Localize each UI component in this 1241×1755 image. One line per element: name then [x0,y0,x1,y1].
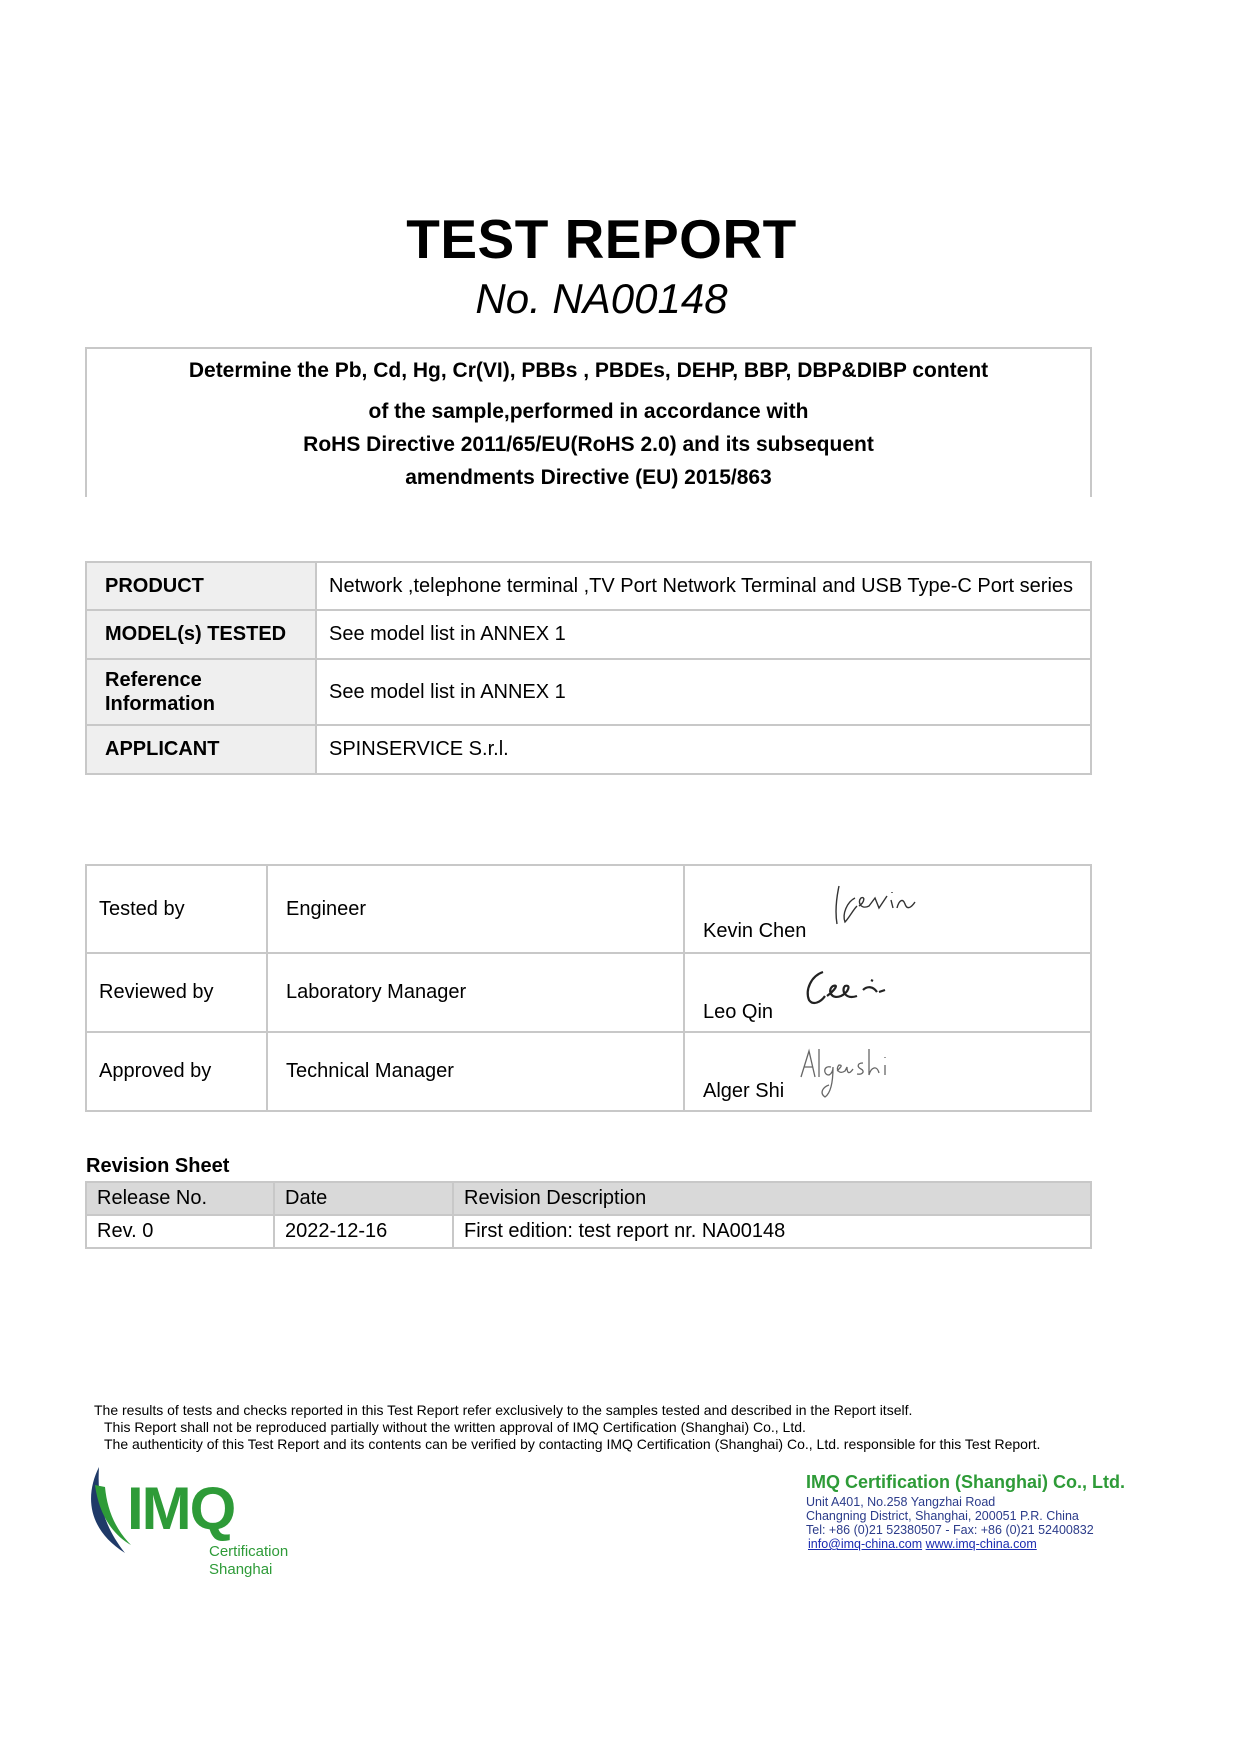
company-name: IMQ Certification (Shanghai) Co., Ltd. [806,1472,1125,1492]
report-title: TEST REPORT [406,208,797,270]
address-line: Changning District, Shanghai, 200051 P.R. China [806,1509,1079,1523]
tested-by-label: Tested by [86,865,267,953]
report-number: No. NA00148 [475,275,728,322]
signer-name: Alger Shi [703,1080,785,1102]
reference-information-label: Reference Information [86,659,316,725]
signer-name: Leo Qin [703,1001,774,1023]
date-cell: 2022-12-16 [274,1215,453,1248]
table-row [86,610,1091,659]
column-header: Date [274,1182,453,1215]
signature-table [85,864,1092,1112]
product-info-table [85,561,1092,775]
disclaimer-line: The authenticity of this Test Report and its contents can be verified by contacting IMQ Certification (Shanghai) Co., Ltd. responsible for this Test Report. [104,1436,1041,1452]
product-label: PRODUCT [86,562,316,610]
table-row [86,865,1091,953]
phone-fax: Tel: +86 (0)21 52380507 - Fax: +86 (0)21 52400832 [806,1523,1094,1537]
table-row [86,1215,1091,1248]
signature-alger-shi [797,1041,897,1103]
disclaimer-line: This Report shall not be reproduced partially without the written approval of IMQ Certification (Shanghai) Co., Ltd. [104,1419,806,1435]
website-link[interactable]: www.imq-china.com [925,1537,1037,1551]
table-header-row [86,1182,1091,1215]
logo-subtext: Shanghai [209,1561,273,1578]
reviewed-by-label: Reviewed by [86,953,267,1032]
table-row [86,953,1091,1032]
revision-description-cell: First edition: test report nr. NA00148 [453,1215,1091,1248]
reviewed-by-signature-cell [684,953,1091,1032]
logo-text: IMQ [127,1475,235,1542]
logo-subtext: Certification [209,1543,289,1560]
signature-leo-qin [801,966,901,1011]
imq-logo [85,1465,305,1585]
address-line: Unit A401, No.258 Yangzhai Road [806,1495,996,1509]
models-tested-label: MODEL(s) TESTED [86,610,316,659]
scope-line: Determine the Pb, Cd, Hg, Cr(VI), PBBs , PBDEs, DEHP, BBP, DBP&DIBP content [188,359,989,382]
table-row [86,725,1091,774]
table-row [86,1032,1091,1111]
column-header: Release No. [86,1182,274,1215]
scope-line: amendments Directive (EU) 2015/863 [405,466,772,489]
approved-by-position: Technical Manager [267,1032,684,1111]
email-link[interactable]: info@imq-china.com [808,1537,923,1551]
reference-information-value: See model list in ANNEX 1 [316,659,1091,725]
table-row [86,562,1091,610]
product-value: Network ,telephone terminal ,TV Port Network Terminal and USB Type-C Port series [316,562,1091,610]
models-tested-value: See model list in ANNEX 1 [316,610,1091,659]
signer-name: Kevin Chen [703,920,807,942]
table-row [86,659,1091,725]
tested-by-signature-cell [684,865,1091,953]
signature-kevin-chen [831,880,931,930]
scope-box [85,347,1092,497]
applicant-label: APPLICANT [86,725,316,774]
reviewed-by-position: Laboratory Manager [267,953,684,1032]
scope-line: of the sample,performed in accordance with [368,400,809,423]
approved-by-signature-cell [684,1032,1091,1111]
contact-links [808,1537,1037,1551]
revision-table [85,1181,1092,1249]
disclaimer-line: The results of tests and checks reported in this Test Report refer exclusively to the samples tested and described in the Report itself. [94,1402,913,1418]
applicant-value: SPINSERVICE S.r.l. [316,725,1091,774]
approved-by-label: Approved by [86,1032,267,1111]
tested-by-position: Engineer [267,865,684,953]
scope-line: RoHS Directive 2011/65/EU(RoHS 2.0) and its subsequent [303,433,874,456]
revision-sheet-title: Revision Sheet [86,1155,230,1177]
release-no-cell: Rev. 0 [86,1215,274,1248]
column-header: Revision Description [453,1182,1091,1215]
